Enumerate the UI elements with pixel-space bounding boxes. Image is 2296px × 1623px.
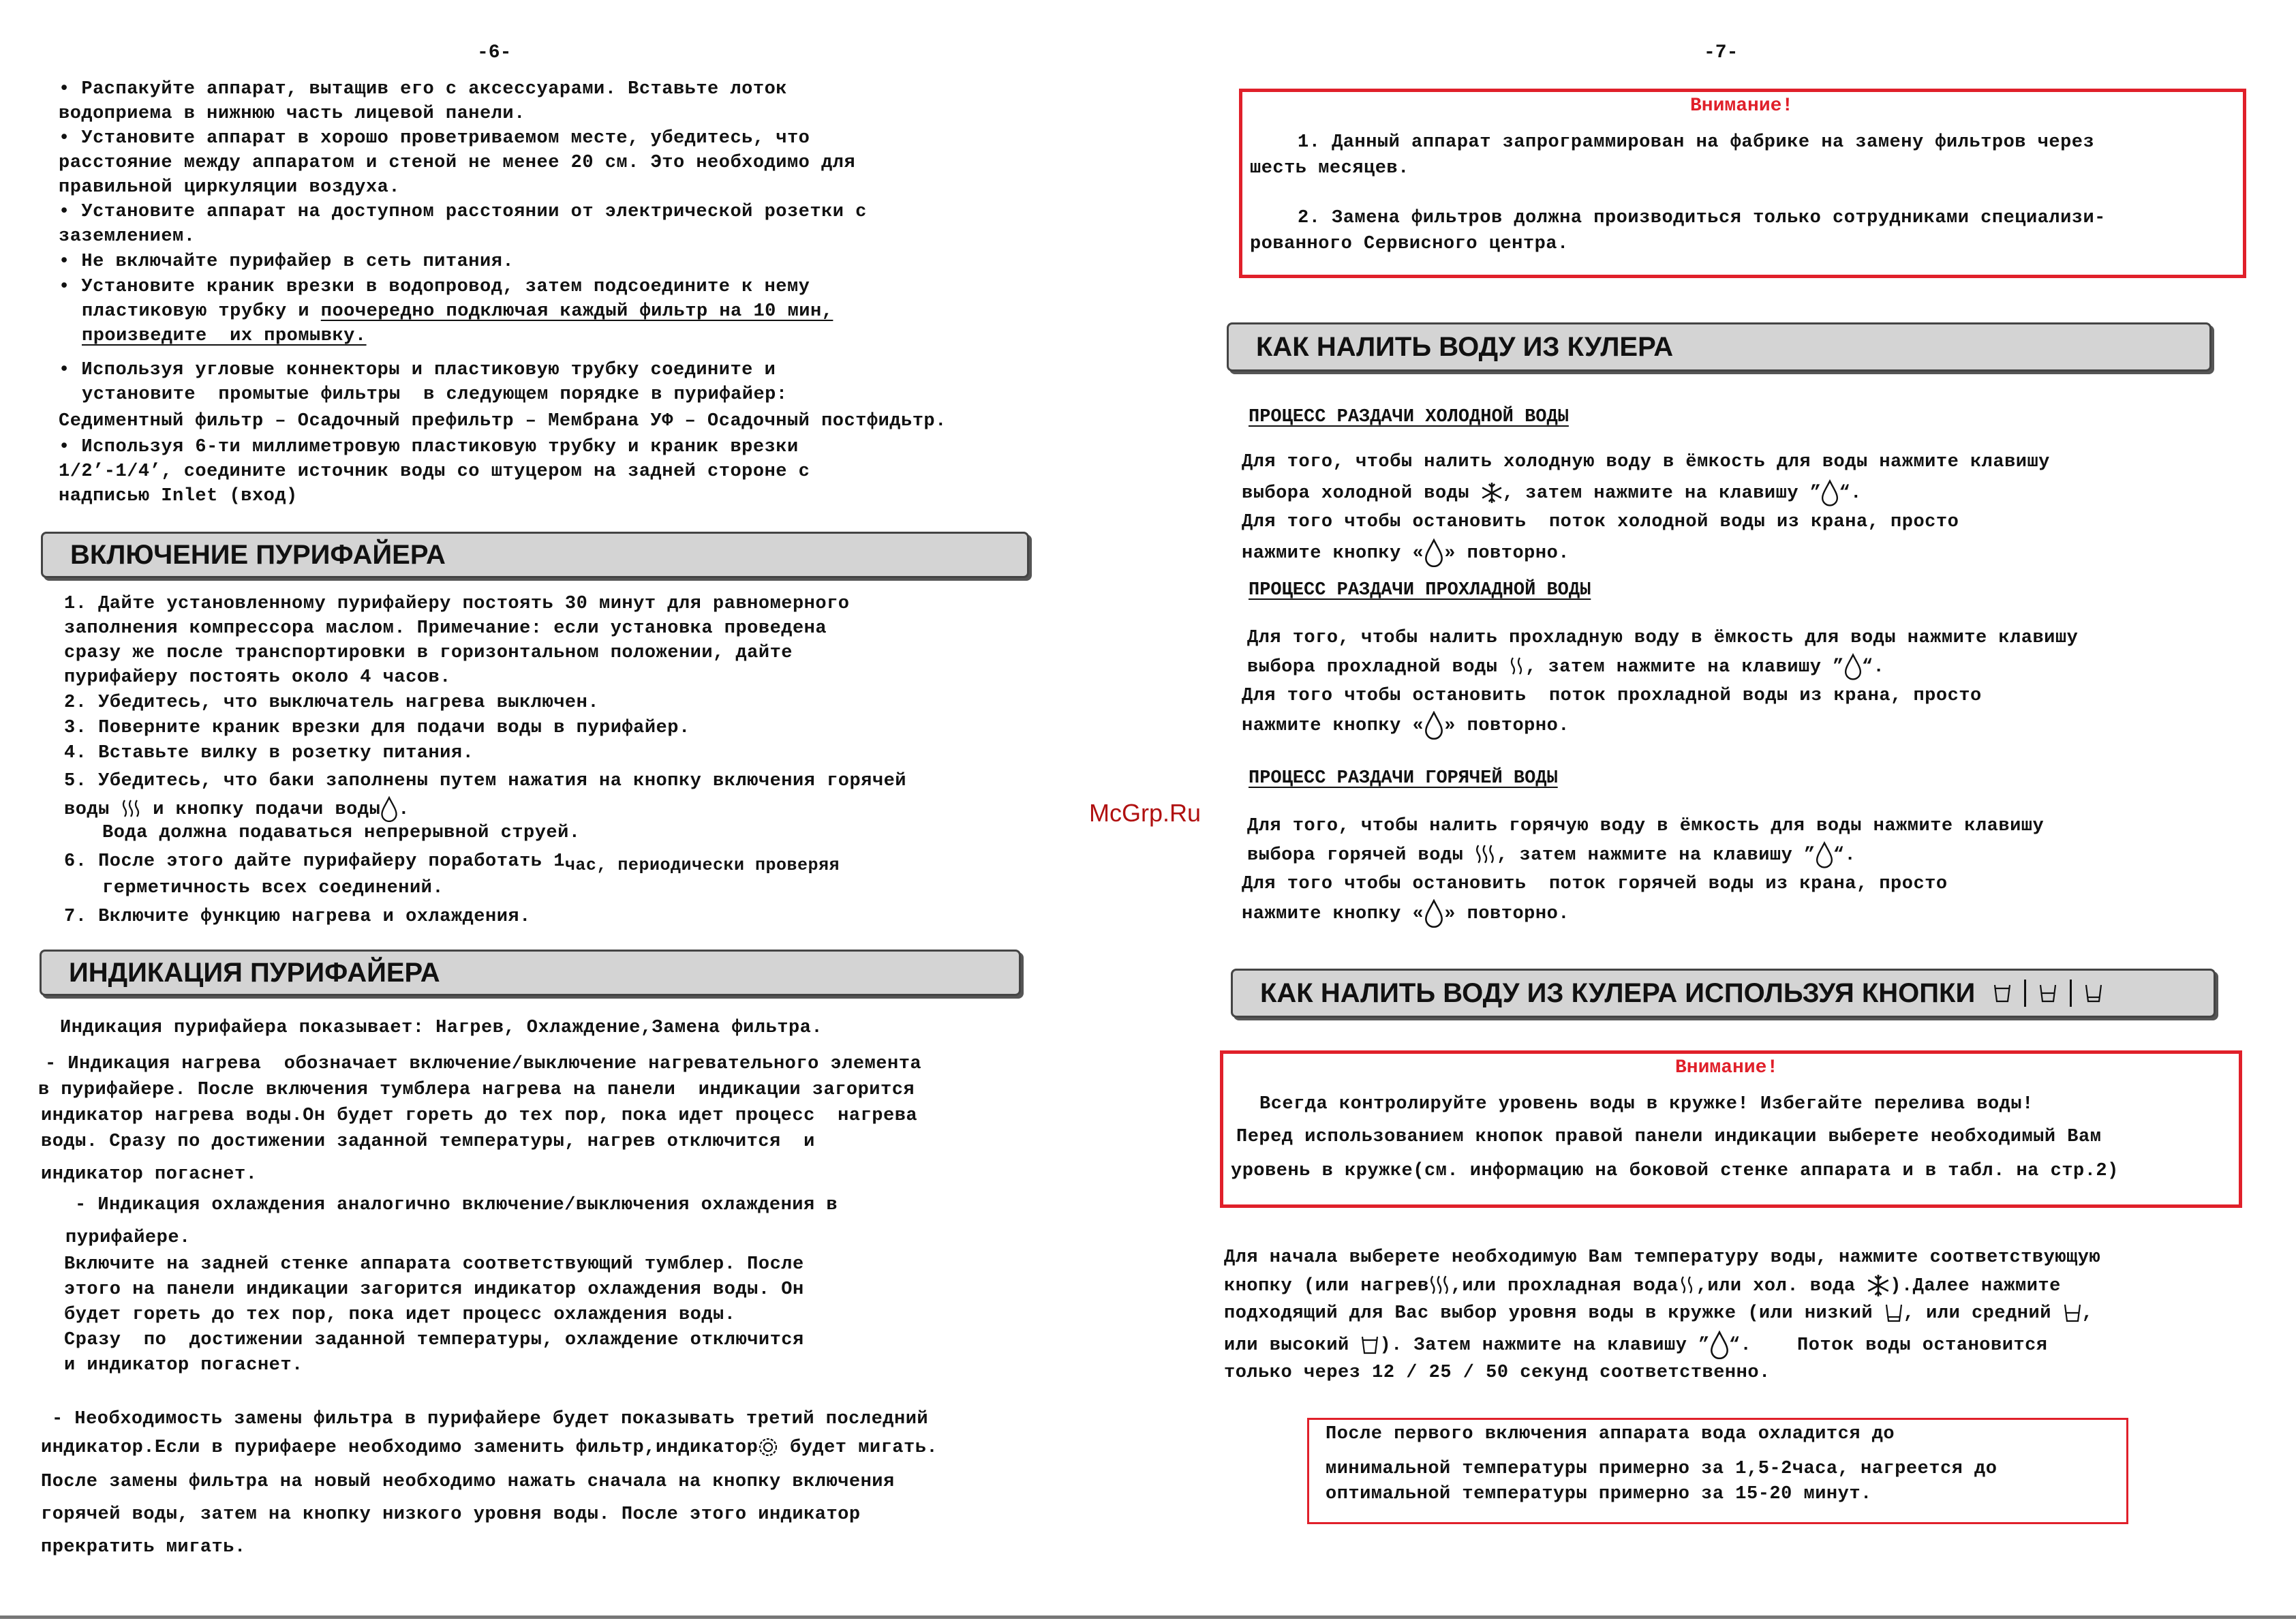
cool-line-2: пурифайере.: [65, 1228, 191, 1248]
cool-line-6: Сразу по достижении заданной температуры, охлаждение отключится: [64, 1330, 804, 1350]
filter-line-2-b: будет мигать.: [789, 1438, 938, 1459]
drop-icon: [1844, 653, 1862, 680]
filter-line-2-a: индикатор.Если в пурифаере необходимо заменить фильтр,индикатор: [41, 1438, 759, 1459]
install-line-4: расстояние между аппаратом и стеной не менее 20 см. Это необходимо для: [59, 153, 856, 173]
buttons-line-4-c: “. Поток воды остановится: [1728, 1335, 2048, 1356]
indication-header: ИНДИКАЦИЯ ПУРИФАЙЕРА: [40, 950, 1021, 996]
power-on-header: ВКЛЮЧЕНИЕ ПУРИФАЙЕРА: [41, 532, 1029, 578]
cold-line-4: [1242, 539, 1570, 567]
cold-line-3: Для того чтобы остановить поток холодной воды из крана, просто: [1242, 512, 1959, 532]
buttons-line-3-c: ,: [2081, 1303, 2094, 1324]
drop-icon: [1424, 539, 1444, 567]
cup-mid-icon: [2038, 983, 2057, 1003]
note-line-1: После первого включения аппарата вода охладится до: [1326, 1424, 1895, 1444]
heat-line-3: индикатор нагрева воды.Он будет гореть до тех пор, пока идет процесс нагрева: [41, 1106, 918, 1126]
cool-pour-line-1: Для того, чтобы налить прохладную воду в ёмкость для воды нажмите клавишу: [1247, 628, 2079, 648]
cup-low-icon: [1884, 1303, 1903, 1323]
power-line-9-a: воды: [64, 800, 121, 821]
power-line-13: 7. Включите функцию нагрева и охлаждения.: [64, 907, 531, 927]
pour-header: КАК НАЛИТЬ ВОДУ ИЗ КУЛЕРА: [1227, 322, 2211, 371]
install-line-12: • Используя угловые коннекторы и пластиковую трубку соедините и: [59, 360, 776, 380]
hot-line-4-a: нажмите кнопку «: [1242, 904, 1424, 925]
power-line-11: [64, 851, 840, 874]
cold-line-2: [1242, 479, 1862, 506]
cool-pour-line-2-a: выбора прохладной воды: [1247, 657, 1510, 678]
buttons-line-4: [1224, 1331, 2048, 1359]
install-line-11: произведите их промывку.: [82, 326, 367, 346]
power-line-7: 4. Вставьте вилку в розетку питания.: [64, 743, 474, 763]
power-line-9-c: .: [398, 800, 410, 821]
power-line-6: 3. Поверните краник врезки для подачи воды в пурифайер.: [64, 718, 690, 738]
install-line-7: заземлением.: [59, 226, 196, 247]
install-line-5: правильной циркуляции воздуха.: [59, 177, 401, 198]
hot-wave-icon: [1475, 844, 1497, 866]
filter-line-2: [41, 1437, 938, 1460]
cool-pour-line-4: [1242, 711, 1570, 740]
power-line-8: 5. Убедитесь, что баки заполнены путем нажатия на кнопку включения горячей: [64, 771, 906, 791]
power-line-4: пурифайеру постоять около 4 часов.: [64, 667, 451, 688]
filter-line-4: горячей воды, затем на кнопку низкого уровня воды. После этого индикатор: [41, 1504, 861, 1525]
cup-mid-icon: [2063, 1303, 2082, 1323]
install-line-14: Седиментный фильтр – Осадочный префильтр – Мембрана УФ – Осадочный постфидьтр.: [59, 411, 947, 431]
install-line-10-a: пластиковую трубку и: [82, 301, 321, 322]
power-line-3: сразу же после транспортировки в горизонтальном положении, дайте: [64, 643, 793, 663]
cool-line-5: будет гореть до тех пор, пока идет процесс охлаждения воды.: [64, 1305, 736, 1325]
buttons-line-2-c: ,или хол. вода: [1696, 1276, 1867, 1297]
hot-line-2-c: “.: [1833, 845, 1856, 866]
note-line-3: оптимальной температуры примерно за 15-20 минут.: [1326, 1484, 1872, 1504]
buttons-line-1: Для начала выберете необходимую Вам температуру воды, нажмите соответствующую: [1224, 1247, 2101, 1268]
buttons-line-3-b: , или средний: [1903, 1303, 2063, 1324]
buttons-line-4-a: или высокий: [1224, 1335, 1361, 1356]
drop-icon: [1710, 1331, 1729, 1359]
install-line-15: • Используя 6-ти миллиметровую пластиковую трубку и краник врезки: [59, 437, 799, 457]
buttons-line-2-d: ).Далее нажмите: [1890, 1276, 2061, 1297]
install-line-6: • Установите аппарат на доступном расстоянии от электрической розетки с: [59, 202, 867, 222]
drop-icon: [1424, 711, 1444, 740]
install-line-10: [82, 301, 833, 324]
cold-line-4-a: нажмите кнопку «: [1242, 543, 1424, 564]
watermark: McGrp.Ru: [1089, 799, 1201, 827]
buttons-line-2-b: ,или прохладная вода: [1450, 1276, 1679, 1297]
cool-pour-line-3: Для того чтобы остановить поток прохладной воды из крана, просто: [1242, 686, 1982, 706]
attention1-p1-line2: шесть месяцев.: [1250, 158, 1409, 179]
cold-line-2-a: выбора холодной воды: [1242, 483, 1481, 504]
divider: [2070, 980, 2072, 1007]
attention2-line-2: Перед использованием кнопок правой панели индикации выберете необходимый Вам: [1236, 1127, 2102, 1147]
filter-line-1: - Необходимость замены фильтра в пурифайере будет показывать третий последний: [52, 1409, 929, 1429]
install-line-17: надписью Inlet (вход): [59, 486, 298, 506]
filter-line-3: После замены фильтра на новый необходимо нажать сначала на кнопку включения: [41, 1472, 895, 1492]
hot-wave-icon: [121, 799, 142, 819]
hot-line-1: Для того, чтобы налить горячую воду в ёмкость для воды нажмите клавишу: [1247, 816, 2045, 836]
install-line-16: 1/2’-1/4’, соедините источник воды со штуцером на задней стороне с: [59, 461, 810, 482]
cup-high-icon: [1360, 1335, 1379, 1355]
power-line-9: [64, 796, 410, 822]
cool-line-3: Включите на задней стенке аппарата соответствующий тумблер. После: [64, 1254, 804, 1275]
cold-title: ПРОЦЕСС РАЗДАЧИ ХОЛОДНОЙ ВОДЫ: [1249, 407, 1569, 427]
drop-icon: [380, 796, 398, 822]
filter-line-5: прекратить мигать.: [41, 1537, 246, 1558]
page-number-right: -7-: [1704, 42, 1739, 63]
cold-line-2-c: “.: [1839, 483, 1862, 504]
buttons-line-2-a: кнопку (или нагрев: [1224, 1276, 1429, 1297]
cup-low-icon: [2084, 983, 2103, 1003]
heat-line-2: в пурифайере. После включения тумблера нагрева на панели индикации загорится: [38, 1080, 915, 1100]
power-line-5: 2. Убедитесь, что выключатель нагрева выключен.: [64, 693, 600, 713]
power-line-1: 1. Дайте установленному пурифайеру постоять 30 минут для равномерного: [64, 594, 850, 614]
hot-line-2: [1247, 841, 1856, 868]
indication-intro: Индикация пурифайера показывает: Нагрев, Охлаждение,Замена фильтра.: [60, 1018, 823, 1038]
buttons-header-label: КАК НАЛИТЬ ВОДУ ИЗ КУЛЕРА ИСПОЛЬЗУЯ КНОПКИ: [1260, 977, 1976, 1008]
cool-pour-line-4-b: » повторно.: [1444, 716, 1570, 737]
install-line-10-b: поочередно подключая каждый фильтр на 10 мин,: [320, 301, 833, 322]
filter-indicator-icon: [758, 1437, 778, 1457]
buttons-line-3-a: подходящий для Вас выбор уровня воды в кружке (или низкий: [1224, 1303, 1884, 1324]
hot-line-2-a: выбора горячей воды: [1247, 845, 1475, 866]
hot-title: ПРОЦЕСС РАЗДАЧИ ГОРЯЧЕЙ ВОДЫ: [1249, 768, 1558, 789]
heat-line-5: индикатор погаснет.: [41, 1164, 258, 1185]
attention1-p1-line1: 1. Данный аппарат запрограммирован на фабрике на замену фильтров через: [1298, 132, 2095, 153]
cool-pour-line-4-a: нажмите кнопку «: [1242, 716, 1424, 737]
install-line-3: • Установите аппарат в хорошо проветриваемом месте, убедитесь, что: [59, 128, 810, 149]
cool-wave-icon: [1509, 656, 1525, 677]
install-line-1: • Распакуйте аппарат, вытащив его с аксессуарами. Вставьте лоток: [59, 79, 787, 100]
cool-title: ПРОЦЕСС РАЗДАЧИ ПРОХЛАДНОЙ ВОДЫ: [1249, 580, 1591, 601]
drop-icon: [1424, 899, 1444, 928]
power-line-9-b: и кнопку подачи воды: [141, 800, 381, 821]
hot-line-3: Для того чтобы остановить поток горячей воды из крана, просто: [1242, 874, 1948, 894]
attention1-p2-line2: рованного Сервисного центра.: [1250, 234, 1569, 254]
power-line-11-b: час, периодически проверяя: [564, 855, 840, 875]
note-line-2: минимальной температуры примерно за 1,5-2часа, нагреется до: [1326, 1459, 1997, 1479]
install-line-9: • Установите краник врезки в водопровод, затем подсоедините к нему: [59, 277, 810, 297]
cold-line-2-b: , затем нажмите на клавишу ”: [1502, 483, 1822, 504]
power-line-12: герметичность всех соединений.: [102, 878, 444, 898]
snowflake-icon: [1481, 482, 1503, 504]
cold-line-1: Для того, чтобы налить холодную воду в ёмкость для воды нажмите клавишу: [1242, 452, 2050, 472]
page-number-left: -6-: [477, 42, 512, 63]
attention-title-2: Внимание!: [1675, 1057, 1779, 1078]
buttons-line-5: только через 12 / 25 / 50 секунд соответственно.: [1224, 1363, 1771, 1383]
drop-icon: [1821, 479, 1839, 506]
power-line-2: заполнения компрессора маслом. Примечание: если установка проведена: [64, 618, 827, 639]
hot-line-2-b: , затем нажмите на клавишу ”: [1497, 845, 1816, 866]
divider: [2024, 980, 2026, 1007]
buttons-header: [1231, 969, 2216, 1018]
cool-line-7: и индикатор погаснет.: [64, 1355, 303, 1376]
install-line-8: • Не включайте пурифайер в сеть питания.: [59, 252, 515, 272]
cool-pour-line-2-c: “.: [1861, 657, 1885, 678]
cool-wave-icon: [1679, 1275, 1696, 1296]
cool-line-1: - Индикация охлаждения аналогично включение/выключения охлаждения в: [75, 1195, 838, 1215]
cool-pour-line-2: [1247, 653, 1884, 680]
hot-line-4-b: » повторно.: [1444, 904, 1570, 925]
heat-line-4: воды. Сразу по достижении заданной температуры, нагрев отключится и: [41, 1132, 815, 1152]
power-line-11-a: 6. После этого дайте пурифайеру поработать 1: [64, 851, 565, 872]
buttons-line-2: [1224, 1274, 2061, 1299]
attention2-line-1: Всегда контролируйте уровень воды в кружке! Избегайте перелива воды!: [1259, 1094, 2034, 1114]
cool-pour-line-2-b: , затем нажмите на клавишу ”: [1525, 657, 1844, 678]
attention-title-1: Внимание!: [1690, 95, 1794, 117]
buttons-line-4-b: ). Затем нажмите на клавишу ”: [1379, 1335, 1710, 1356]
cold-line-4-b: » повторно.: [1444, 543, 1570, 564]
hot-wave-icon: [1429, 1275, 1451, 1296]
power-line-10: Вода должна подаваться непрерывной струей.: [102, 823, 581, 843]
attention2-line-3: уровень в кружке(см. информацию на боковой стенке аппарата и в табл. на стр.2): [1231, 1161, 2119, 1181]
cool-line-4: этого на панели индикации загорится индикатор охлаждения воды. Он: [64, 1279, 804, 1300]
install-line-2: водоприема в нижнюю часть лицевой панели.: [59, 104, 525, 124]
drop-icon: [1816, 841, 1833, 868]
cup-high-icon: [1993, 983, 2012, 1003]
heat-line-1: - Индикация нагрева обозначает включение/выключение нагревательного элемента: [45, 1054, 922, 1074]
buttons-line-3: [1224, 1303, 2093, 1326]
snowflake-icon: [1867, 1274, 1890, 1297]
hot-line-4: [1242, 899, 1570, 928]
bottom-rule: [0, 1616, 2296, 1619]
attention1-p2-line1: 2. Замена фильтров должна производиться только сотрудниками специализи-: [1298, 208, 2106, 228]
install-line-13: установите промытые фильтры в следующем порядке в пурифайер:: [82, 384, 788, 405]
